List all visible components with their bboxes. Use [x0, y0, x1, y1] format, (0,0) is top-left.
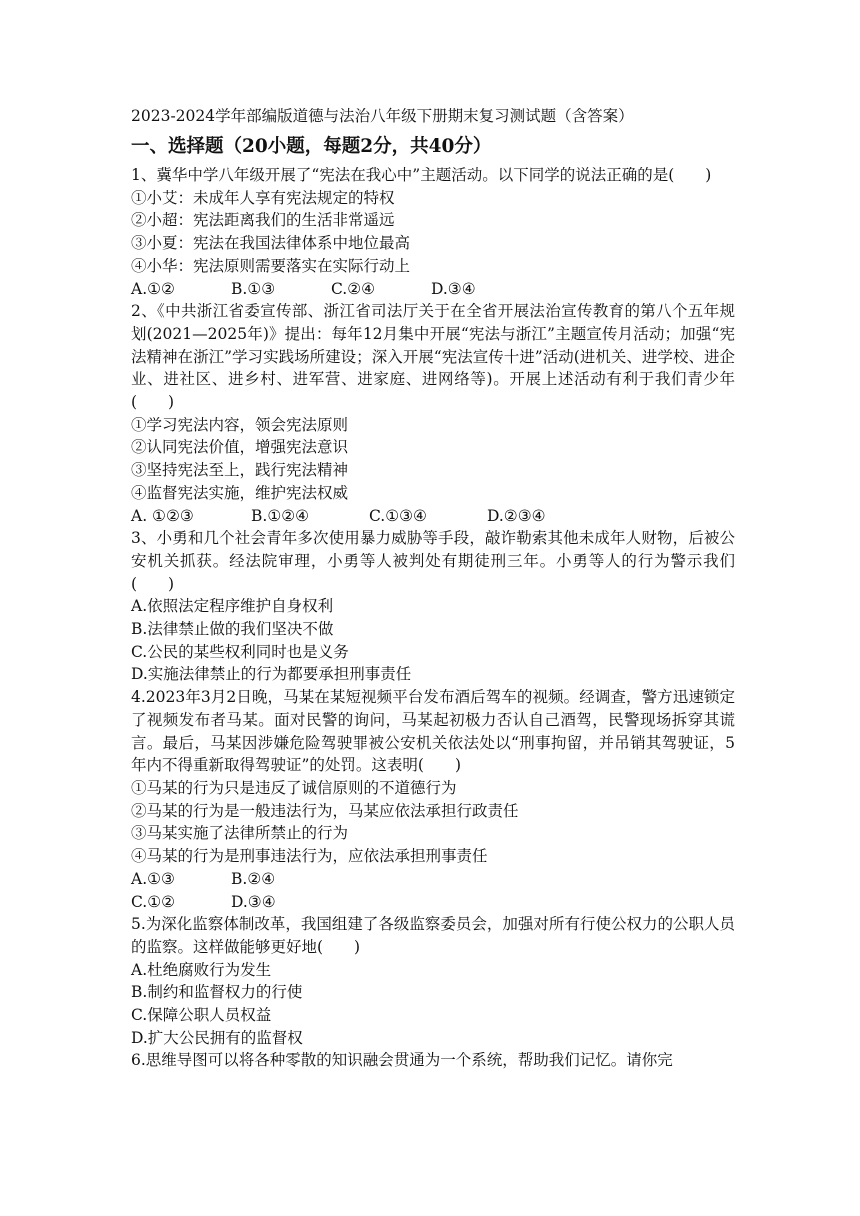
question-1-statement: ②小超：宪法距离我们的生活非常遥远: [131, 211, 395, 230]
question-3: [131, 527, 735, 686]
question-4-options-row-2: [131, 891, 735, 914]
option-d: D.③④: [431, 279, 476, 298]
question-2-stem: 2、《中共浙江省委宣传部、浙江省司法厅关于在全省开展法治宣传教育的第八个五年规划(2021—2025年)》提出：每年12月集中开展“宪法与浙江”主题宣传月活动；加强“宪法精神在浙江”学习实践场所建设；深入开展“宪法宣传十进”活动(进机关、进学校、进企业、进社区、进乡村、进军营、进家庭、进网络等)。开展上述活动有利于我们青少年( ): [131, 302, 735, 412]
question-2-options: [131, 505, 735, 528]
question-5-stem: 5.为深化监察体制改革，我国组建了各级监察委员会，加强对所有行使公权力的公职人员的监察。这样做能够更好地( ): [131, 915, 735, 956]
question-4-stem: 4.2023年3月2日晚，马某在某短视频平台发布酒后驾车的视频。经调查，警方迅速锁定了视频发布者马某。面对民警的询问，马某起初极力否认自己酒驾，民警现场拆穿其谎言。最后，马某因涉嫌危险驾驶罪被公安机关依法处以“刑事拘留，并吊销其驾驶证，5年内不得重新取得驾驶证”的处罚。这表明( ): [131, 688, 735, 775]
option-c: C.①③④: [369, 506, 427, 525]
question-1-statement: ④小华：宪法原则需要落实在实际行动上: [131, 256, 411, 275]
question-5: [131, 913, 735, 1049]
option-c: C.公民的某些权利同时也是义务: [131, 642, 349, 661]
document-content: [131, 104, 735, 1072]
question-4-statement: ③马某实施了法律所禁止的行为: [131, 824, 349, 843]
option-d: D.②③④: [487, 506, 546, 525]
question-2-statement: ②认同宪法价值，增强宪法意识: [131, 438, 349, 457]
option-b: B.②④: [231, 869, 276, 888]
question-6-stem: 6.思维导图可以将各种零散的知识融会贯通为一个系统，帮助我们记忆。请你完: [131, 1051, 673, 1070]
option-d: D.扩大公民拥有的监督权: [131, 1028, 303, 1047]
question-4: [131, 686, 735, 913]
section-heading: 一、选择题（20小题，每题2分，共40分）: [131, 136, 492, 157]
option-a: A. ①②③: [131, 506, 194, 525]
question-1-statement: ③小夏：宪法在我国法律体系中地位最高: [131, 234, 411, 253]
question-6: [131, 1049, 735, 1072]
question-2-statement: ①学习宪法内容，领会宪法原则: [131, 415, 349, 434]
option-a: A.①③: [131, 869, 175, 888]
option-c: C.保障公职人员权益: [131, 1006, 272, 1025]
option-a: A.依照法定程序维护自身权利: [131, 597, 334, 616]
question-1-stem: 1、冀华中学八年级开展了“宪法在我心中”主题活动。以下同学的说法正确的是( ): [131, 166, 712, 184]
question-3-stem: 3、小勇和几个社会青年多次使用暴力威胁等手段，敲诈勒索其他未成年人财物，后被公安机关抓获。经法院审理，小勇等人被判处有期徒刑三年。小勇等人的行为警示我们( ): [131, 529, 735, 593]
option-d: D.③④: [231, 892, 276, 911]
question-4-statement: ④马某的行为是刑事违法行为，应依法承担刑事责任: [131, 847, 488, 866]
option-b: B.制约和监督权力的行使: [131, 983, 303, 1002]
option-c: C.②④: [331, 279, 376, 298]
option-a: A.①②: [131, 279, 175, 298]
option-b: B.①②④: [251, 506, 310, 525]
question-1: [131, 164, 735, 300]
question-2: [131, 300, 735, 527]
option-c: C.①②: [131, 892, 176, 911]
option-d: D.实施法律禁止的行为都要承担刑事责任: [131, 665, 412, 684]
question-2-statement: ③坚持宪法至上，践行宪法精神: [131, 461, 349, 480]
option-a: A.杜绝腐败行为发生: [131, 960, 272, 979]
question-4-statement: ①马某的行为只是违反了诚信原则的不道德行为: [131, 778, 457, 797]
question-4-statement: ②马某的行为是一般违法行为，马某应依法承担行政责任: [131, 801, 519, 820]
option-b: B.法律禁止做的我们坚决不做: [131, 620, 334, 639]
document-title: 2023-2024学年部编版道德与法治八年级下册期末复习测试题（含答案）: [131, 107, 634, 125]
question-1-statement: ①小艾：未成年人享有宪法规定的特权: [131, 188, 395, 207]
question-2-statement: ④监督宪法实施，维护宪法权威: [131, 483, 349, 502]
question-1-options: [131, 278, 735, 301]
question-4-options-row-1: [131, 868, 735, 891]
option-b: B.①③: [231, 279, 276, 298]
